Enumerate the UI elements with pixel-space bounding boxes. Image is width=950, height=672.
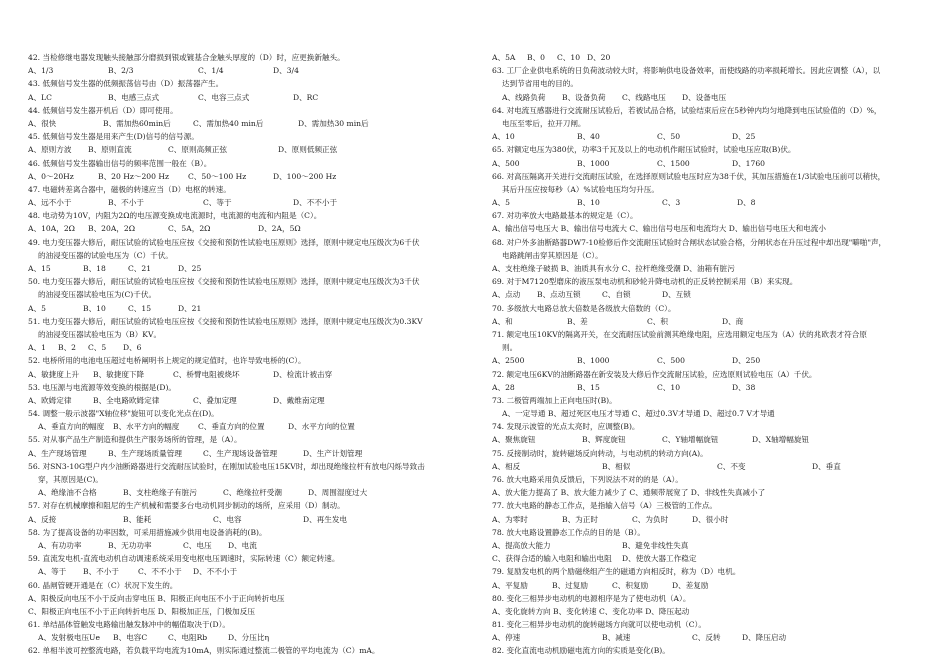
answer-option: A、反接 <box>28 514 57 524</box>
answer-option: B、避免非线性失真 <box>622 540 689 550</box>
answer-option: B、减速 <box>602 633 631 643</box>
answer-option: B、水平方向的幅度 <box>113 422 180 432</box>
answer-options-line <box>28 486 473 499</box>
answer-option: A、LC <box>28 92 52 102</box>
answer-option: C、桥臂电阻被烧坏 <box>173 369 240 379</box>
question-text-line: 达到节省用电的目的。 <box>502 79 578 89</box>
answer-option: C、叠加定理 <box>193 395 237 405</box>
question-text-line: 74. 发现示波管的光点太亮时，应调整(B)。 <box>492 422 640 432</box>
answer-options-line <box>28 631 473 644</box>
question-text-line: 电路跳闸击穿其原因是（C）。 <box>502 250 603 260</box>
question-text-line: 45. 低频信号发生器是用来产生(D)信号的信号源。 <box>28 132 199 142</box>
answer-option: B、差 <box>567 316 588 326</box>
answer-option: B、能耗 <box>123 514 152 524</box>
question-text-line: 65. 对额定电压为380伏，功率3千瓦及以上的电动机作耐压试验时，试验电压应取(B)伏。 <box>492 145 796 155</box>
question-text-line: A、输出信号电压大 B、输出信号电流大 C、输出信号电压和电流均大 D、输出信号电压大和电流小 <box>492 224 826 234</box>
answer-options-line <box>28 447 473 460</box>
answer-option: D、需加热30 min后 <box>298 118 369 128</box>
answer-option: A、线路负荷 <box>502 92 546 102</box>
question-text-line: C、阳极正向电压不小于正向转折电压 D、阳极加正压，门极加反压 <box>28 606 255 616</box>
answer-option: A、0～20Hz <box>28 171 74 181</box>
question-text-line: A、放大能力提高了 B、放大能力减少了 C、通频带展宽了 D、非线性失真减小了 <box>492 488 766 498</box>
question-text-line: 76. 放大电路采用负反馈后，下列说法不对的的是（A）。 <box>492 475 683 484</box>
question-text-line: 54. 调整一般示波器"X轴位移"旋钮可以变化光点在(D)。 <box>28 409 219 419</box>
answer-option: A、2500 <box>492 356 525 366</box>
answer-option: D、21 <box>178 303 202 313</box>
answer-options-line <box>28 64 473 77</box>
question-text-line: 77. 放大电路的静态工作点，是指输入信号（A）三极管的工作点。 <box>492 501 718 511</box>
answer-option: C、3 <box>662 198 681 208</box>
answer-option: D、商 <box>722 316 744 326</box>
answer-option: D、垂直 <box>812 461 841 471</box>
question-text-line: A、阳极反向电压不小于反向击穿电压 B、阳极正向电压不小于正向转折电压 <box>28 593 285 603</box>
answer-option: D、设备电压 <box>682 92 727 102</box>
answer-option: D、3/4 <box>273 66 299 76</box>
answer-option: C、绝缘拉杆受潮 <box>223 488 282 498</box>
question-text-line: 55. 对从事产品生产制造和提供生产服务场所的管理，是（A）。 <box>28 435 242 445</box>
question-text-line: 50. 电力变压器大修后，耐压试验的试验电压应按《交接和预防性试验电压原则》选择，原则中规定电压级次为3千伏 <box>28 277 420 287</box>
answer-option: B、2/3 <box>108 66 134 76</box>
answer-option: C、积复励 <box>612 580 649 590</box>
answer-options-line <box>492 315 932 328</box>
answer-option: A、聚焦旋钮 <box>492 435 536 445</box>
answer-option: B、1000 <box>577 158 610 168</box>
question-text-line: 61. 单结晶体管触发电路输出触发脉冲中的幅值取决于(D）。 <box>28 620 230 630</box>
answer-option: C、不变 <box>717 461 746 471</box>
question-text-line: 73. 二极管两端加上正向电压时(B)。 <box>492 395 617 405</box>
answer-options-line <box>28 170 473 183</box>
answer-option: D、1760 <box>732 158 766 168</box>
question-text-line: 66. 对高压隔离开关进行交流耐压试验，在选择原则试验电压时应为38千伏，其加压措施在1/3试验电压前可以稍快， <box>492 171 886 181</box>
answer-option: D、周围湿度过大 <box>308 488 368 498</box>
answer-option: C、自锁 <box>602 290 631 300</box>
question-text-line: A、支柱绝缘子破损 B、油质具有水分 C、拉杆绝缘受潮 D、油箱有脏污 <box>492 264 735 273</box>
answer-option: A、欧姆定律 <box>28 395 72 405</box>
answer-option: A、远不小于 <box>28 198 72 208</box>
answer-options-line <box>28 91 473 104</box>
question-text-line: 80. 变化三相异步电动机的电源相序是为了使电动机（A）。 <box>492 593 691 603</box>
answer-option: A、绝缘油不合格 <box>38 488 97 498</box>
answer-option: B、原则直流 <box>88 145 132 155</box>
answer-option: D、X轴增幅旋钮 <box>752 435 810 445</box>
answer-options-line <box>492 579 932 592</box>
answer-options-line <box>28 394 473 407</box>
answer-option: D、差复励 <box>672 580 709 590</box>
answer-option: C、电容三点式 <box>198 92 250 102</box>
answer-option: D、不不小于 <box>193 567 238 577</box>
answer-options-line <box>28 222 473 235</box>
question-text-line: 72. 额定电压6KV的油断路器在新安装及大修后作交流耐压试验，应选原则试验电压（A）千伏。 <box>492 369 817 379</box>
answer-option: B、10 <box>83 303 106 313</box>
answer-option: B、15 <box>577 382 600 392</box>
answer-option: C、1500 <box>657 158 690 168</box>
answer-option: C、5 <box>88 343 107 353</box>
question-text-line: 的油浸变压器试验电压为（B）KV。 <box>38 329 162 339</box>
answer-option: A、垂直方向的幅度 <box>38 422 105 432</box>
question-text-line: 58. 为了提高设备的功率因数，可采用措施减少供用电设备消耗的(B)。 <box>28 527 267 537</box>
answer-options-line <box>492 157 932 170</box>
answer-option: A、平复励 <box>492 580 528 590</box>
answer-option: A、1 <box>28 343 46 353</box>
answer-options-line <box>28 539 473 552</box>
question-text-line: 67. 对功率放大电路最基本的规定是（C）。 <box>492 211 638 221</box>
answer-option: D、检流计被击穿 <box>273 369 333 379</box>
question-text-line: 68. 对户外多油断路器DW7-10检修后作交流耐压试验时合闸状态试验合格，分闸状态在升压过程中却出现"噼啪"声， <box>492 237 887 247</box>
answer-option: B、辉度旋钮 <box>582 435 626 445</box>
question-text-line: 46. 低频信号发生器输出信号的频率范围一般在（B）。 <box>28 158 212 168</box>
answer-option: B、全电路欧姆定律 <box>93 395 160 405</box>
answer-options-line <box>28 302 473 315</box>
answer-options-line <box>492 354 932 367</box>
answer-options-line <box>28 368 473 381</box>
answer-option: D、6 <box>123 343 142 353</box>
question-text-line: 52. 电桥所用的电池电压超过电桥阐明书上规定的规定值时，也许导致电桥的(C）。 <box>28 356 306 366</box>
answer-option: B、10 <box>577 198 600 208</box>
answer-option: C、不不小于 <box>138 567 182 577</box>
answer-option: A、5A <box>492 53 516 62</box>
answer-options-line <box>492 552 932 565</box>
answer-option: D、250 <box>732 356 761 366</box>
answer-option: A、相反 <box>492 461 521 471</box>
answer-option: C、线路电压 <box>622 92 666 102</box>
answer-option: B、电感三点式 <box>108 92 160 102</box>
answer-option: B、生产现场质量管理 <box>108 448 182 458</box>
answer-option: D、100～200 Hz <box>273 171 337 181</box>
answer-option: B、1000 <box>577 356 610 366</box>
question-text-line: 穿，其原因是(C)。 <box>38 475 103 484</box>
answer-option: A、等于 <box>38 567 67 577</box>
answer-option: C、积 <box>647 316 668 326</box>
answer-options-line <box>492 51 932 64</box>
question-column-left <box>28 51 473 669</box>
question-text-line: 43. 低频信号发生器的低频振荡信号由（D）振荡器产生。 <box>28 79 224 89</box>
question-text-line: 62. 单相半波可控整流电路，若负载平均电流为10mA，则实际通过整流二极管的平均电流为（C）mA。 <box>28 646 380 656</box>
answer-option: C、21 <box>128 264 152 273</box>
answer-option: B、设备负荷 <box>562 92 606 102</box>
answer-option: C、50 <box>657 132 681 142</box>
answer-option: A、和 <box>492 316 513 326</box>
answer-option: D、20 <box>587 53 611 62</box>
answer-option: B、需加热60min后 <box>103 118 171 128</box>
answer-option: C、Y轴增幅旋钮 <box>662 435 719 445</box>
answer-option: C、电容 <box>213 514 242 524</box>
question-text-line: 48. 电动势为10V，内阻为2Ω的电压源变换成电流源时，电流源的电流和内阻是（C）。 <box>28 211 322 221</box>
answer-option: B、相似 <box>602 461 631 471</box>
answer-option: D、降压启动 <box>742 633 787 643</box>
question-text-line: 82. 变化直流电动机励磁电流方向的实质是变化(B)。 <box>492 646 670 656</box>
answer-option: C、500 <box>657 356 685 366</box>
answer-options-line <box>492 460 932 473</box>
question-text-line: 42. 当检修继电器发现触头接触部分磨损到银或镀基合金触头厚度的（D）时，应更换新触头。 <box>28 53 345 62</box>
question-text-line: 59. 直流发电机-直流电动机自动调速系统采用变电枢电压调速时，实际转速（C）额定转速。 <box>28 554 340 564</box>
answer-option: D、RC <box>293 92 319 102</box>
answer-option: B、点动互锁 <box>537 290 581 300</box>
question-text-line: 71. 额定电压10KV的隔离开关，在交流耐压试验前测其绝缘电阻，应选用额定电压为（A）伏的兆欧表才符合原 <box>492 329 867 339</box>
answer-options-line <box>28 565 473 578</box>
answer-option: A、停速 <box>492 633 521 643</box>
answer-option: D、38 <box>732 382 756 392</box>
answer-option: A、5 <box>492 198 510 208</box>
question-text-line: 则。 <box>502 343 518 353</box>
answer-options-line <box>492 130 932 143</box>
answer-options-line <box>28 143 473 156</box>
answer-option: D、2A，5Ω <box>258 224 301 234</box>
answer-option: A、原则方波 <box>28 145 72 155</box>
answer-option: C、电阻Rb <box>168 633 208 643</box>
answer-option: B、20 Hz～200 Hz <box>98 171 169 181</box>
answer-option: C、生产现场设备管理 <box>203 448 278 458</box>
answer-options-line <box>492 631 932 644</box>
answer-option: C、5A，2Ω <box>168 224 211 234</box>
answer-option: B、为正时 <box>562 514 598 524</box>
question-column-right <box>492 51 932 669</box>
answer-option: D、25 <box>732 132 756 142</box>
answer-option: D、8 <box>737 198 756 208</box>
answer-option: C、原则高频正弦 <box>168 145 227 155</box>
answer-option: A、提高放大能力 <box>492 540 551 550</box>
answer-option: A、发射极电压Ue <box>38 633 100 643</box>
answer-option: B、不小于 <box>108 198 144 208</box>
answer-options-line <box>492 196 932 209</box>
question-text-line: 的油浸变压器的试验电压为（C）千伏。 <box>38 250 173 260</box>
answer-option: B、18 <box>83 264 106 273</box>
question-text-line: 64. 对电流互感器进行交流耐压试验后，若被试品合格，试验结束后应在5秒钟内均匀地降到电压试验值的（D）%， <box>492 105 882 115</box>
answer-option: A、15 <box>28 264 51 273</box>
answer-option: C、为负时 <box>632 514 669 524</box>
answer-option: D、很小时 <box>692 514 729 524</box>
question-text-line: 44. 低频信号发生器开机后（D）即可使用。 <box>28 105 178 115</box>
answer-option: B、过复励 <box>552 580 588 590</box>
answer-option: C、等于 <box>203 198 232 208</box>
answer-options-line <box>492 288 932 301</box>
answer-option: A、点动 <box>492 290 521 300</box>
answer-option: D、25 <box>178 264 202 273</box>
answer-option: C、反转 <box>692 633 721 643</box>
answer-option: A、生产现场管理 <box>28 448 87 458</box>
question-text-line: 63. 工厂企业供电系统的日负荷波动较大时，将影响供电设备效率，而使线路的功率损耗增长。因此应调整（A），以 <box>492 66 881 76</box>
question-text-line: 60. 晶闸管硬开通是在（C）状况下发生的。 <box>28 580 178 590</box>
answer-option: A、5 <box>28 303 46 313</box>
answer-option: B、40 <box>577 132 600 142</box>
answer-options-line <box>492 91 932 104</box>
answer-option: D、戴维南定理 <box>273 395 325 405</box>
question-text-line: 其后升压应按每秒（A）%试验电压均匀升压。 <box>502 184 659 194</box>
answer-options-line <box>28 196 473 209</box>
answer-option: C、获得合适的输入电阻和输出电阻 <box>492 554 612 564</box>
answer-options-line <box>492 381 932 394</box>
answer-option: B、支柱绝缘子有脏污 <box>123 488 197 498</box>
answer-options-line <box>28 420 473 433</box>
answer-option: C、10 <box>557 53 581 62</box>
answer-option: B、敏捷度下降 <box>93 369 145 379</box>
answer-option: B、0 <box>527 53 546 62</box>
question-text-line: 51. 电力变压器大修后，耐压试验的试验电压应按《交接和预防性试验电压原则》选择，原则中规定电压级次为0.3KV <box>28 316 423 326</box>
answer-option: D、分压比η <box>228 633 270 643</box>
answer-option: A、1/3 <box>28 66 54 76</box>
question-text-line: 79. 复励发电机的两个励磁绕组产生的磁通方向相反时，称为（D）电机。 <box>492 567 741 577</box>
question-text-line: 53. 电压源与电流源等效变换的根据是(D)。 <box>28 382 177 392</box>
question-text-line: A、变化旋转方向 B、变化转速 C、变化功率 D、降压起动 <box>492 606 690 616</box>
answer-option: C、1/4 <box>198 66 224 76</box>
question-text-line: 70. 多级放大电路总放大倍数是各级放大倍数的（C）。 <box>492 303 676 313</box>
answer-option: D、电流 <box>228 540 257 550</box>
answer-option: B、无功功率 <box>108 540 152 550</box>
answer-options-line <box>28 513 473 526</box>
answer-option: D、水平方向的位置 <box>288 422 355 432</box>
question-text-line: 49. 电力变压器大修后，耐压试验的试验电压应按《交接和预防性试验电压原则》选择，原则中规定电压级次为6千伏 <box>28 237 420 247</box>
question-text-line: 56. 对SN3-10G型户内少油断路器进行交流耐压试验时，在刚加试验电压15KV时，却出现绝缘拉杆有放电闪烁导致击 <box>28 461 425 471</box>
answer-option: B、2 <box>58 343 77 353</box>
question-text-line: 75. 反接制动时，旋转磁场反向转动，与电动机的转动方向(A)。 <box>492 448 708 458</box>
answer-option: A、有功功率 <box>38 540 82 550</box>
answer-option: C、15 <box>128 303 152 313</box>
answer-option: B、20A，2Ω <box>88 224 136 234</box>
answer-option: D、生产计划管理 <box>303 448 363 458</box>
answer-option: C、10 <box>657 382 681 392</box>
answer-option: C、垂直方向的位置 <box>198 422 265 432</box>
answer-option: A、很快 <box>28 118 57 128</box>
answer-option: A、敏捷度上升 <box>28 369 80 379</box>
answer-option: A、10A，2Ω <box>28 224 75 234</box>
answer-option: D、不不小于 <box>293 198 338 208</box>
answer-option: C、50～100 Hz <box>188 171 247 181</box>
answer-option: A、500 <box>492 158 520 168</box>
question-text-line: 47. 电磁转差离合器中，磁极的转速应当（D）电枢的转速。 <box>28 184 231 194</box>
answer-options-line <box>492 539 932 552</box>
answer-option: D、使放大器工作稳定 <box>622 554 697 564</box>
question-text-line: A、一定导通 B、超过死区电压才导通 C、超过0.3V才导通 D、超过0.7 V才导通 <box>502 409 775 419</box>
answer-option: A、28 <box>492 382 515 392</box>
answer-options-line <box>28 341 473 354</box>
answer-option: D、互锁 <box>662 290 691 300</box>
answer-options-line <box>492 433 932 446</box>
question-text-line: 81. 变化三相异步电动机的旋转磁场方向就可以使电动机（C）。 <box>492 620 706 630</box>
answer-option: A、为零时 <box>492 514 528 524</box>
answer-option: C、电压 <box>183 540 212 550</box>
question-text-line: 57. 对存在机械摩擦和阻尼的生产机械和需要多台电动机同步制动的场所，应采用（D）制动。 <box>28 501 345 511</box>
answer-option: D、原则低频正弦 <box>278 145 338 155</box>
answer-options-line <box>28 117 473 130</box>
question-text-line: 69. 对于M7120型磨床的液压泵电动机和砂轮升降电动机的正反转控制采用（B）来实现。 <box>492 277 798 287</box>
answer-option: C、需加热40 min后 <box>193 118 264 128</box>
answer-option: B、不小于 <box>83 567 119 577</box>
answer-options-line <box>492 513 932 526</box>
answer-options-line <box>28 262 473 275</box>
answer-option: B、电容C <box>113 633 148 643</box>
question-text-line: 的油浸变压器试验电压为(C)千伏。 <box>38 290 157 300</box>
answer-option: D、再生发电 <box>303 514 348 524</box>
question-text-line: 78. 放大电路设置静态工作点的目的是（B）。 <box>492 527 645 537</box>
answer-option: A、10 <box>492 132 515 142</box>
question-text-line: 电压至零后，拉开刀闸。 <box>502 118 586 128</box>
